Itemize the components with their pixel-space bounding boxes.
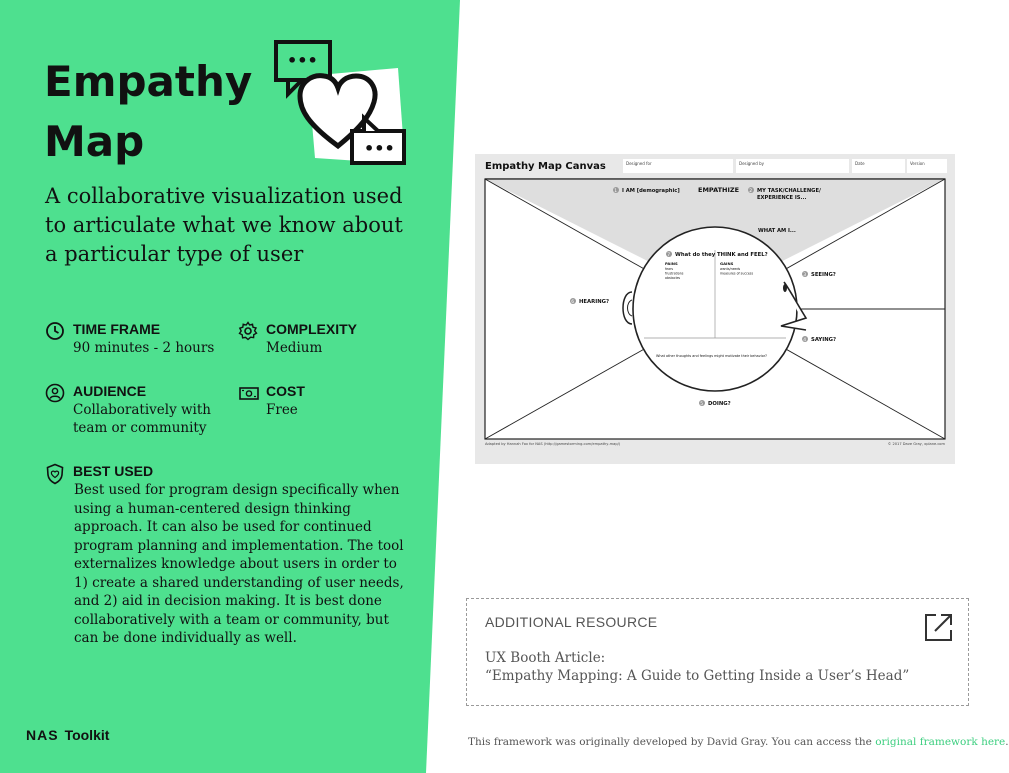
gear-icon [238, 321, 258, 341]
label-motivate: What other thoughts and feelings might motivate their behavior? [656, 354, 767, 358]
cost-label: COST [266, 383, 305, 399]
best-used-text: Best used for program design specifically when using a human-centered design thinking approach. It can also be used for continued program planning and implementation. The tool externalizes knowledge about users in order to 1) create a shared understanding of user needs, and 2) aid in decision making. It is best done collaboratively with a team or community, but can be done individually as well. [74, 482, 404, 646]
audience-block [45, 383, 235, 439]
clock-icon [45, 321, 65, 341]
label-gains: GAINS [720, 261, 734, 266]
label-empathize: EMPATHIZE [698, 186, 740, 194]
complexity-label: COMPLEXITY [266, 321, 358, 337]
resource-article-link[interactable]: “Empathy Mapping: A Guide to Getting Inside a User’s Head” [485, 668, 910, 684]
resource-source: UX Booth Article: [485, 650, 606, 666]
nas-toolkit-logo [26, 727, 109, 743]
gains-wants: wants/needs [720, 267, 741, 271]
label-pains: PAINS [665, 261, 678, 266]
page-title: Empathy Map [44, 57, 253, 166]
pains-frustrations: frustrations [665, 271, 684, 276]
num-5: 5 [700, 402, 704, 407]
complexity-block [238, 321, 418, 361]
footer-text: This framework was originally developed by David Gray. You can access the [468, 736, 876, 748]
cost-block [238, 383, 418, 423]
num-1: 1 [614, 189, 618, 194]
label-think-feel: What do they THINK and FEEL? [675, 252, 768, 258]
additional-resource-box [466, 598, 969, 706]
canvas-title: Empathy Map Canvas [485, 161, 606, 172]
canvas-footer-left: Adapted by Hannah Fox for NAS (http://gamestorming.com/empathy-map/) [485, 442, 621, 446]
num-3: 3 [803, 273, 807, 278]
pains-fears: fears [665, 267, 674, 271]
page-subtitle: A collaborative visualization used to articulate what we know about a particular type of user [45, 184, 403, 266]
svg-text:•••: ••• [364, 139, 395, 158]
hero-illustration-icon [268, 36, 413, 166]
label-seeing: SEEING? [811, 272, 836, 278]
designed-by-field: Designed by [736, 159, 849, 173]
person-icon [45, 383, 65, 403]
empathy-map-board [484, 178, 946, 440]
shield-heart-icon [45, 463, 65, 485]
audience-value: Collaboratively with team or community [73, 402, 211, 436]
version-field: Version [907, 159, 947, 173]
label-what-am-i: WHAT AM I... [758, 228, 796, 234]
label-task: MY TASK/CHALLENGE/ [757, 188, 821, 194]
num-6: 6 [571, 300, 575, 305]
original-framework-link[interactable]: original framework here [875, 736, 1006, 748]
time-frame-block [45, 321, 235, 361]
time-frame-label: TIME FRAME [73, 321, 161, 337]
money-icon [238, 383, 260, 403]
canvas-footer-right: © 2017 Dave Gray, xplane.com [887, 442, 945, 446]
best-used-block [45, 463, 245, 483]
date-field: Date [852, 159, 905, 173]
best-used-label: BEST USED [73, 463, 154, 479]
num-4: 4 [803, 338, 807, 343]
complexity-value: Medium [266, 340, 323, 356]
svg-text:•••: ••• [287, 51, 318, 70]
pains-obstacles: obstacles [665, 276, 681, 280]
audience-label: AUDIENCE [73, 383, 147, 399]
num-2: 2 [749, 189, 753, 194]
footer-end: . [1005, 736, 1009, 748]
empathy-map-canvas-image [475, 154, 955, 464]
external-link-icon[interactable] [923, 611, 955, 643]
num-7: 7 [667, 253, 671, 258]
label-i-am: I AM [demographic] [622, 188, 680, 194]
label-doing: DOING? [708, 401, 731, 407]
logo-product: Toolkit [64, 727, 110, 743]
label-saying: SAYING? [811, 337, 837, 343]
label-hearing: HEARING? [579, 299, 610, 305]
designed-for-field: Designed for [623, 159, 733, 173]
gains-measures: measures of success [720, 271, 754, 276]
cost-value: Free [266, 402, 298, 418]
time-frame-value: 90 minutes - 2 hours [73, 340, 215, 356]
label-task-2: EXPERIENCE IS... [757, 195, 807, 201]
resource-heading: ADDITIONAL RESOURCE [485, 614, 658, 630]
logo-brand: NAS [26, 727, 59, 743]
attribution-footer [468, 736, 1009, 748]
